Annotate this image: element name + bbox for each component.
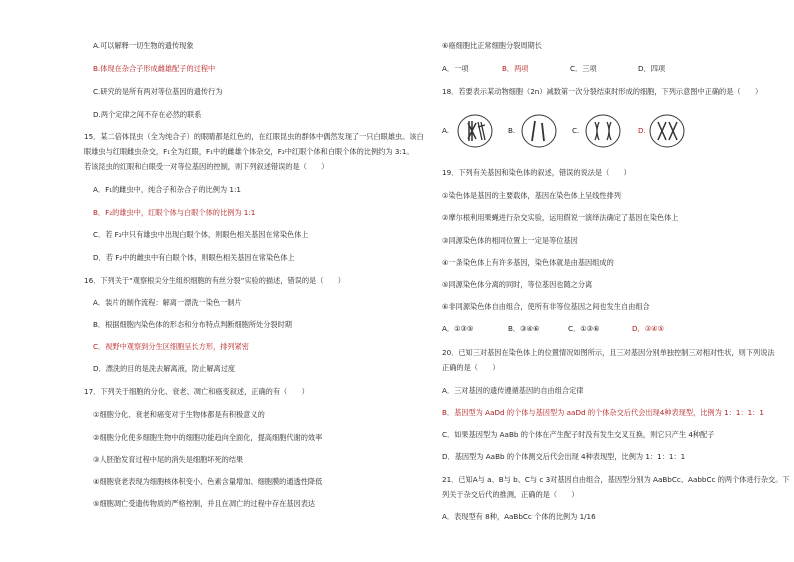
q20-option-d: D．基因型为 AaBb 的个体测交后代会出现 4种表现型，比例为 1：1：1：1 bbox=[442, 452, 686, 461]
q16-stem: 16．下列关于“观察根尖分生组织细胞的有丝分裂”实验的描述，错误的是（ ） bbox=[84, 276, 345, 285]
q20-stem-line2: 正确的是（ ） bbox=[442, 363, 500, 372]
q16-option-c: C．视野中观察到分生区细胞呈长方形，排列紧密 bbox=[93, 342, 249, 351]
q18-label-c: C. bbox=[572, 126, 580, 135]
q19-statement-2: ②摩尔根利用果蝇进行杂交实验，运用假说一演绎法确定了基因在染色体上 bbox=[442, 213, 679, 222]
q19-option-d: D．③④⑤ bbox=[632, 324, 665, 333]
q17-statement-5: ⑤细胞凋亡受遗传物质的严格控制，并且在凋亡的过程中存在基因表达 bbox=[93, 499, 316, 508]
q19-statement-5: ⑤同源染色体分离的同时，等位基因也随之分离 bbox=[442, 280, 593, 289]
q17-option-b: B．两项 bbox=[502, 64, 529, 73]
q15-option-d: D．若 F₂中的雌虫中有白眼个体，则眼色相关基因在常染色体上 bbox=[93, 253, 295, 262]
q19-statement-6: ⑥非同源染色体自由组合，使所有非等位基因之间也发生自由组合 bbox=[442, 302, 650, 311]
q19-options bbox=[442, 324, 742, 334]
q15-stem-line2: 眼雄虫与红眼雌虫杂交，F₁全为红眼，F₁中的雌雄个体杂交，F₂中红眼个体和白眼个体的比例约为 3:1。 bbox=[84, 147, 414, 156]
q20-option-b: B．基因型为 AaDd 的个体与基因型为 aaDd 的个体杂交后代会出现4种表现型，比例为 1：1：1：1 bbox=[442, 408, 764, 417]
q17-statement-4: ④细胞衰老表现为细胞核体积变小、色素含量增加、细胞膜的通透性降低 bbox=[93, 477, 323, 486]
q15-option-a: A．F₁的雌虫中，纯合子和杂合子的比例为 1:1 bbox=[93, 185, 241, 194]
q19-stem: 19．下列有关基因和染色体的叙述，错误的说法是（ ） bbox=[442, 168, 631, 177]
q18-label-d: D. bbox=[638, 126, 646, 135]
q18-stem: 18．若要表示某动物细胞（2n）减数第一次分裂结束时形成的细胞，下列示意图中正确的是（ ） bbox=[442, 87, 763, 96]
q19-statement-3: ③同源染色体的相同位置上一定是等位基因 bbox=[442, 236, 578, 245]
q18-label-b: B. bbox=[508, 126, 516, 135]
q15-stem-line3: 若该昆虫的红眼和白眼受一对等位基因的控制，则下列叙述错误的是（ ） bbox=[84, 162, 329, 171]
q17-statement-6: ⑥癌细胞比正常细胞分裂周期长 bbox=[442, 41, 542, 50]
q19-option-a: A．①③⑤ bbox=[442, 324, 474, 333]
q15-option-b: B．F₂的雄虫中，红眼个体与白眼个体的比例为 1:1 bbox=[93, 208, 256, 217]
q17-statement-1: ①细胞分化、衰老和癌变对于生物体都是有积极意义的 bbox=[93, 410, 265, 419]
q17-statement-3: ③人胚胎发育过程中尾的消失是细胞坏死的结果 bbox=[93, 455, 244, 464]
q20-stem-line1: 20．已知三对基因在染色体上的位置情况如图所示，且三对基因分别单独控制三对相对性状，则下列说法 bbox=[442, 348, 775, 357]
q21-option-a: A．表现型有 8种，AaBbCc 个体的比例为 1/16 bbox=[442, 512, 596, 521]
q14-option-c: C.研究的是所有两对等位基因的遗传行为 bbox=[93, 87, 223, 96]
q19-option-b: B．③④⑥ bbox=[508, 324, 540, 333]
q16-option-b: B．根据细胞内染色体的形态和分布特点判断细胞所处分裂时期 bbox=[93, 320, 292, 329]
q21-stem-line1: 21．已知A与 a、B与 b、C与 c 3对基因自由组合，基因型分别为 AaBbCc、AabbCc 的两个体进行杂交。下 bbox=[442, 475, 790, 484]
q18-label-a: A. bbox=[442, 126, 450, 135]
q14-option-d: D.两个定律之间不存在必然的联系 bbox=[93, 110, 202, 119]
q19-statement-1: ①染色体是基因的主要载体，基因在染色体上呈线性排列 bbox=[442, 191, 621, 200]
q17-option-a: A．一项 bbox=[442, 64, 469, 73]
q20-option-c: C．如果基因型为 AaBb 的个体在产生配子时没有发生交叉互换，则它只产生 4种配子 bbox=[442, 430, 715, 439]
q19-statement-4: ④一条染色体上有许多基因，染色体就是由基因组成的 bbox=[442, 258, 614, 267]
q17-option-c: C．三项 bbox=[570, 64, 597, 73]
q16-option-a: A．装片的制作流程：解离一漂洗一染色一制片 bbox=[93, 298, 242, 307]
q20-option-a: A．三对基因的遗传遵循基因的自由组合定律 bbox=[442, 386, 584, 395]
q17-stem: 17．下列关于细胞的分化、衰老、凋亡和癌变叙述，正确的有（ ） bbox=[84, 387, 309, 396]
right-column-lower bbox=[420, 0, 794, 562]
q15-stem-line1: 15．某二倍体昆虫（全为纯合子）的眼睛都是红色的，在红眼昆虫的群体中偶然发现了一只白眼雄虫。该白 bbox=[84, 132, 424, 141]
q17-option-d: D．四项 bbox=[638, 64, 666, 73]
q14-option-a: A.可以解释一切生物的遗传现象 bbox=[93, 41, 194, 50]
q16-option-d: D．漂洗的目的是洗去解离液，防止解离过度 bbox=[93, 364, 236, 373]
q15-option-c: C．若 F₂中只有雄虫中出现白眼个体，则眼色相关基因在常染色体上 bbox=[93, 230, 309, 239]
q14-option-b: B.体现在杂合子形成雌雄配子的过程中 bbox=[93, 64, 216, 73]
q17-statement-2: ②细胞分化使多细胞生物中的细胞功能趋向全面化，提高细胞代谢的效率 bbox=[93, 433, 323, 442]
q21-stem-line2: 列关于杂交后代的推测，正确的是（ ） bbox=[442, 490, 579, 499]
q19-option-c: C．①③⑥ bbox=[568, 324, 600, 333]
